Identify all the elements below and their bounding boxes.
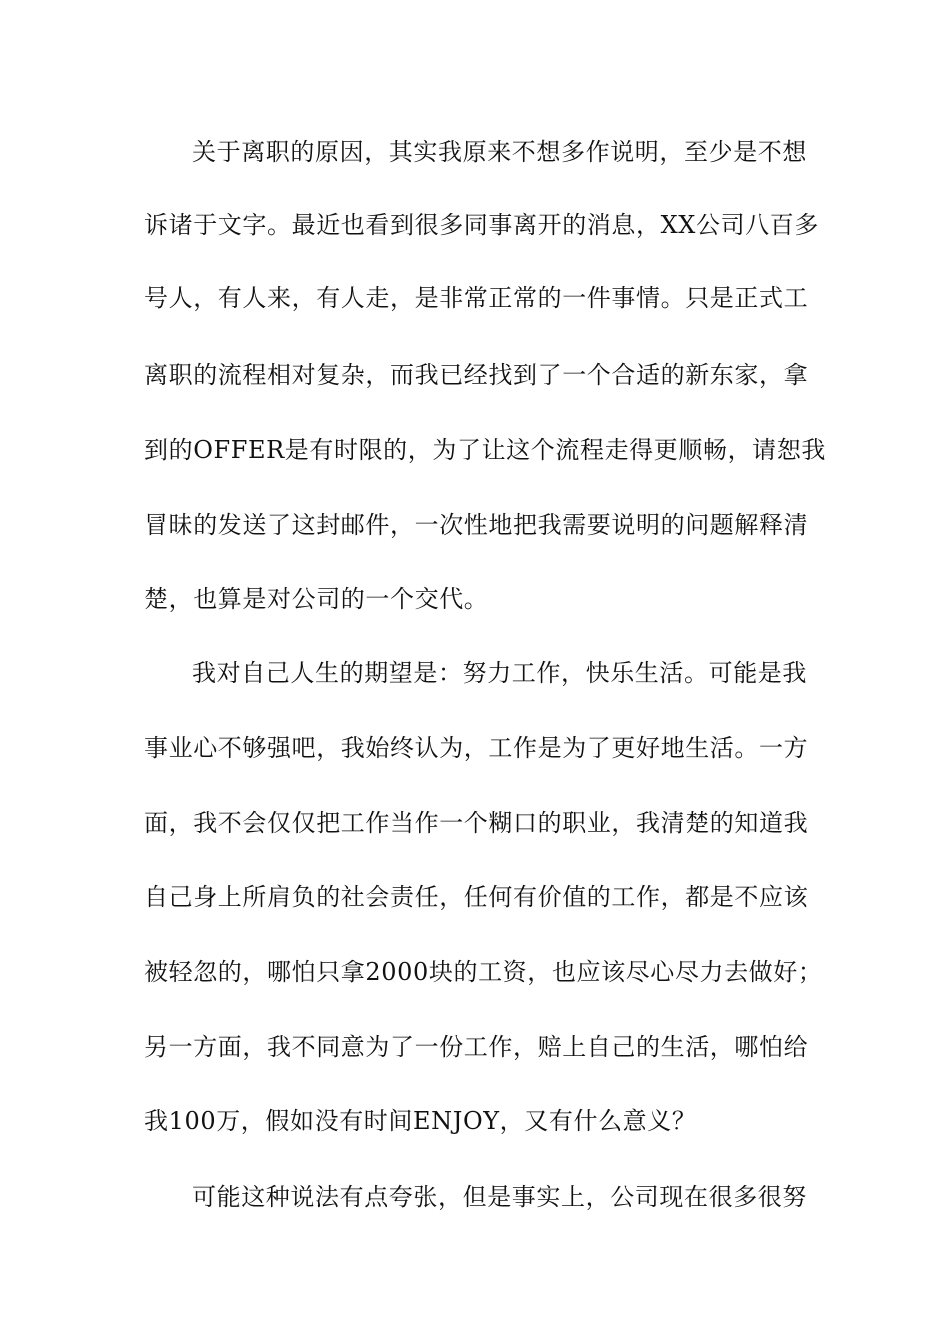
paragraph-1-line-2: 诉诸于文字。最近也看到很多同事离开的消息，XX公司八百多 <box>144 211 819 239</box>
paragraph-1-line-4: 离职的流程相对复杂，而我已经找到了一个合适的新东家，拿 <box>144 361 809 389</box>
paragraph-1-line-5: 到的OFFER是有时限的，为了让这个流程走得更顺畅，请恕我 <box>144 436 826 464</box>
paragraph-3-line-1: 可能这种说法有点夸张，但是事实上，公司现在很多很努 <box>192 1183 807 1211</box>
paragraph-1-line-7: 楚，也算是对公司的一个交代。 <box>144 585 489 613</box>
paragraph-2-line-5: 被轻忽的，哪怕只拿2000块的工资，也应该尽心尽力去做好； <box>144 958 823 986</box>
paragraph-2-line-1: 我对自己人生的期望是：努力工作，快乐生活。可能是我 <box>192 659 807 687</box>
paragraph-2-line-7: 我100万，假如没有时间ENJOY，又有什么意义？ <box>144 1107 697 1135</box>
paragraph-2-line-6: 另一方面，我不同意为了一份工作，赔上自己的生活，哪怕给 <box>144 1033 809 1061</box>
paragraph-1-line-6: 冒昧的发送了这封邮件，一次性地把我需要说明的问题解释清 <box>144 511 809 539</box>
paragraph-2-line-3: 面，我不会仅仅把工作当作一个糊口的职业，我清楚的知道我 <box>144 809 809 837</box>
paragraph-2-line-2: 事业心不够强吧，我始终认为，工作是为了更好地生活。一方 <box>144 734 809 762</box>
paragraph-1-line-1: 关于离职的原因，其实我原来不想多作说明，至少是不想 <box>192 138 807 166</box>
paragraph-1-line-3: 号人，有人来，有人走，是非常正常的一件事情。只是正式工 <box>144 284 809 312</box>
paragraph-2-line-4: 自己身上所肩负的社会责任，任何有价值的工作，都是不应该 <box>144 883 809 911</box>
